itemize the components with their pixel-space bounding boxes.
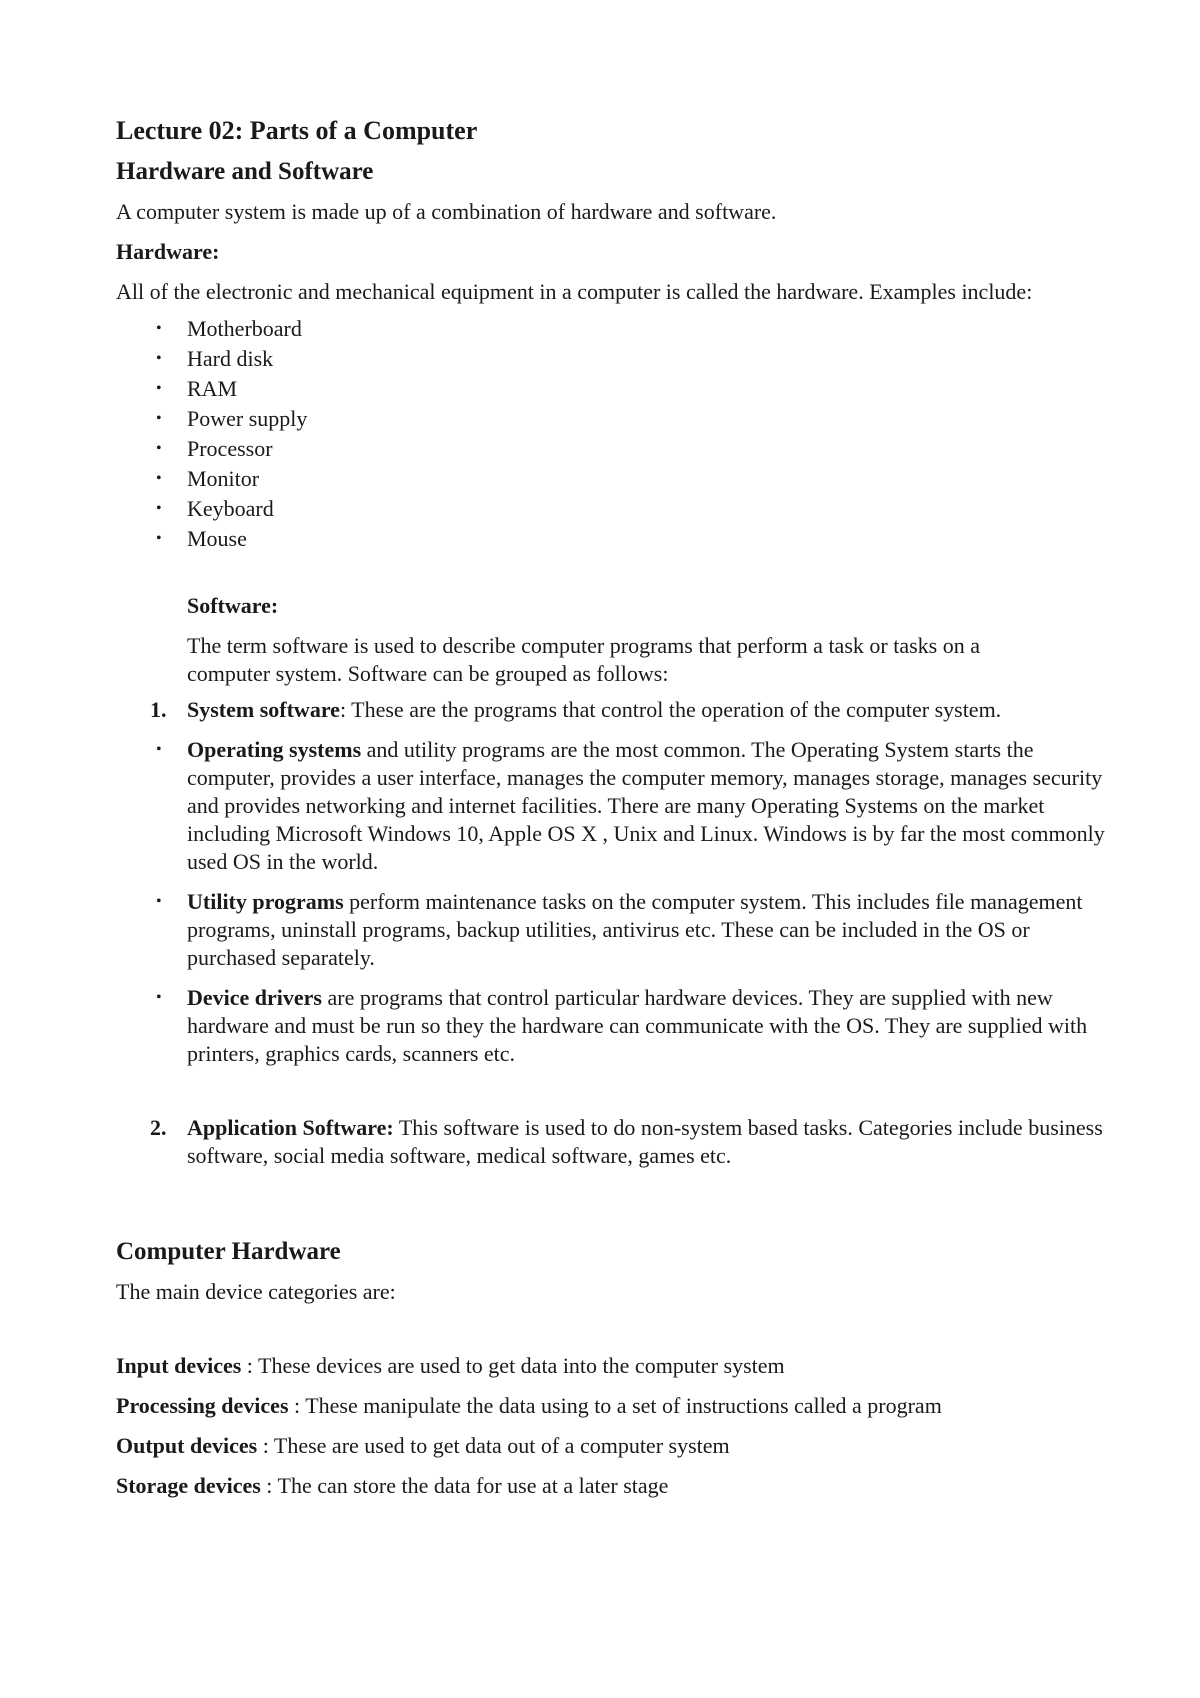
device-drivers-item [116, 984, 1107, 1068]
hardware-software-heading: Hardware and Software [116, 158, 374, 185]
device-term: Input devices [116, 1353, 242, 1378]
list-item-text: Keyboard [187, 496, 274, 521]
device-term: Processing devices [116, 1393, 289, 1418]
list-item [116, 314, 1100, 344]
list-item [116, 434, 1100, 464]
item-term: Device drivers [187, 985, 322, 1010]
software-label: Software: [187, 593, 279, 618]
device-term: Storage devices [116, 1473, 261, 1498]
device-term: Output devices [116, 1433, 258, 1458]
item-text: perform maintenance tasks on the computer system. This includes file management programs, uninstall programs, backup utilities, antivirus etc. These can be included in the OS or purchased separately. [187, 889, 1083, 970]
utility-programs-item [116, 888, 1107, 972]
list-item-text: RAM [187, 376, 238, 401]
bullet-marker: • [156, 380, 162, 397]
list-item-text: Motherboard [187, 316, 302, 341]
item-text: are programs that control particular hardware devices. They are supplied with new hardware and must be run so they the hardware can communicate with the OS. They are supplied with printers, graphics cards, scanners etc. [187, 985, 1088, 1066]
bullet-marker: • [156, 741, 162, 758]
hardware-description: All of the electronic and mechanical equipment in a computer is called the hardware. Examples include: [116, 279, 1033, 304]
device-categories-intro: The main device categories are: [116, 1279, 396, 1304]
bullet-marker: • [156, 530, 162, 547]
bullet-marker: • [156, 410, 162, 427]
device-category-processing [116, 1392, 1100, 1420]
list-item-text: Processor [187, 436, 273, 461]
item-term: Operating systems [187, 737, 362, 762]
list-item [116, 494, 1100, 524]
item-text: : These are the programs that control the operation of the computer system. [339, 697, 1002, 722]
list-item-text: Mouse [187, 526, 247, 551]
device-category-storage [116, 1472, 1100, 1500]
list-item-text: Hard disk [187, 346, 274, 371]
bullet-marker: • [156, 470, 162, 487]
bullet-marker: • [156, 893, 162, 910]
spacer [116, 1182, 1100, 1236]
software-block [187, 592, 1100, 688]
list-item [116, 344, 1100, 374]
list-number: 2. [150, 1115, 167, 1140]
spacer [116, 1080, 1100, 1114]
list-item [116, 464, 1100, 494]
system-software-item [116, 696, 1107, 724]
device-category-output [116, 1432, 1100, 1460]
device-text: : These are used to get data out of a computer system [257, 1433, 730, 1458]
device-category-input [116, 1352, 1100, 1380]
device-text: : The can store the data for use at a later stage [260, 1473, 669, 1498]
bullet-marker: • [156, 320, 162, 337]
list-number: 1. [150, 697, 167, 722]
item-term: Application Software: [187, 1115, 394, 1140]
item-text: This software is used to do non-system based tasks. Categories include business software, social media software, medical software, games etc. [187, 1115, 1103, 1168]
bullet-marker: • [156, 500, 162, 517]
bullet-marker: • [156, 440, 162, 457]
intro-paragraph: A computer system is made up of a combination of hardware and software. [116, 199, 777, 224]
device-text: : These manipulate the data using to a set of instructions called a program [288, 1393, 942, 1418]
hardware-examples-list [116, 314, 1100, 554]
list-item-text: Power supply [187, 406, 308, 431]
list-item-text: Monitor [187, 466, 260, 491]
item-term: Utility programs [187, 889, 344, 914]
computer-hardware-heading: Computer Hardware [116, 1238, 341, 1265]
bullet-marker: • [156, 989, 162, 1006]
list-item [116, 374, 1100, 404]
item-term: System software [187, 697, 340, 722]
software-description: The term software is used to describe computer programs that perform a task or tasks on a computer system. Software can be grouped as follows: [187, 633, 980, 686]
bullet-marker: • [156, 350, 162, 367]
application-software-item [116, 1114, 1107, 1170]
list-item [116, 404, 1100, 434]
operating-systems-item [116, 736, 1107, 876]
list-item [116, 524, 1100, 554]
device-text: : These devices are used to get data into the computer system [241, 1353, 785, 1378]
item-text: and utility programs are the most common. The Operating System starts the computer, provides a user interface, manages the computer memory, manages storage, manages security and provides networking and internet facilities. There are many Operating Systems on the market including Microsoft Windows 10, Apple OS X , Unix and Linux. Windows is by far the most commonly used OS in the world. [187, 737, 1105, 874]
hardware-label: Hardware: [116, 239, 220, 264]
lecture-title: Lecture 02: Parts of a Computer [116, 116, 478, 145]
